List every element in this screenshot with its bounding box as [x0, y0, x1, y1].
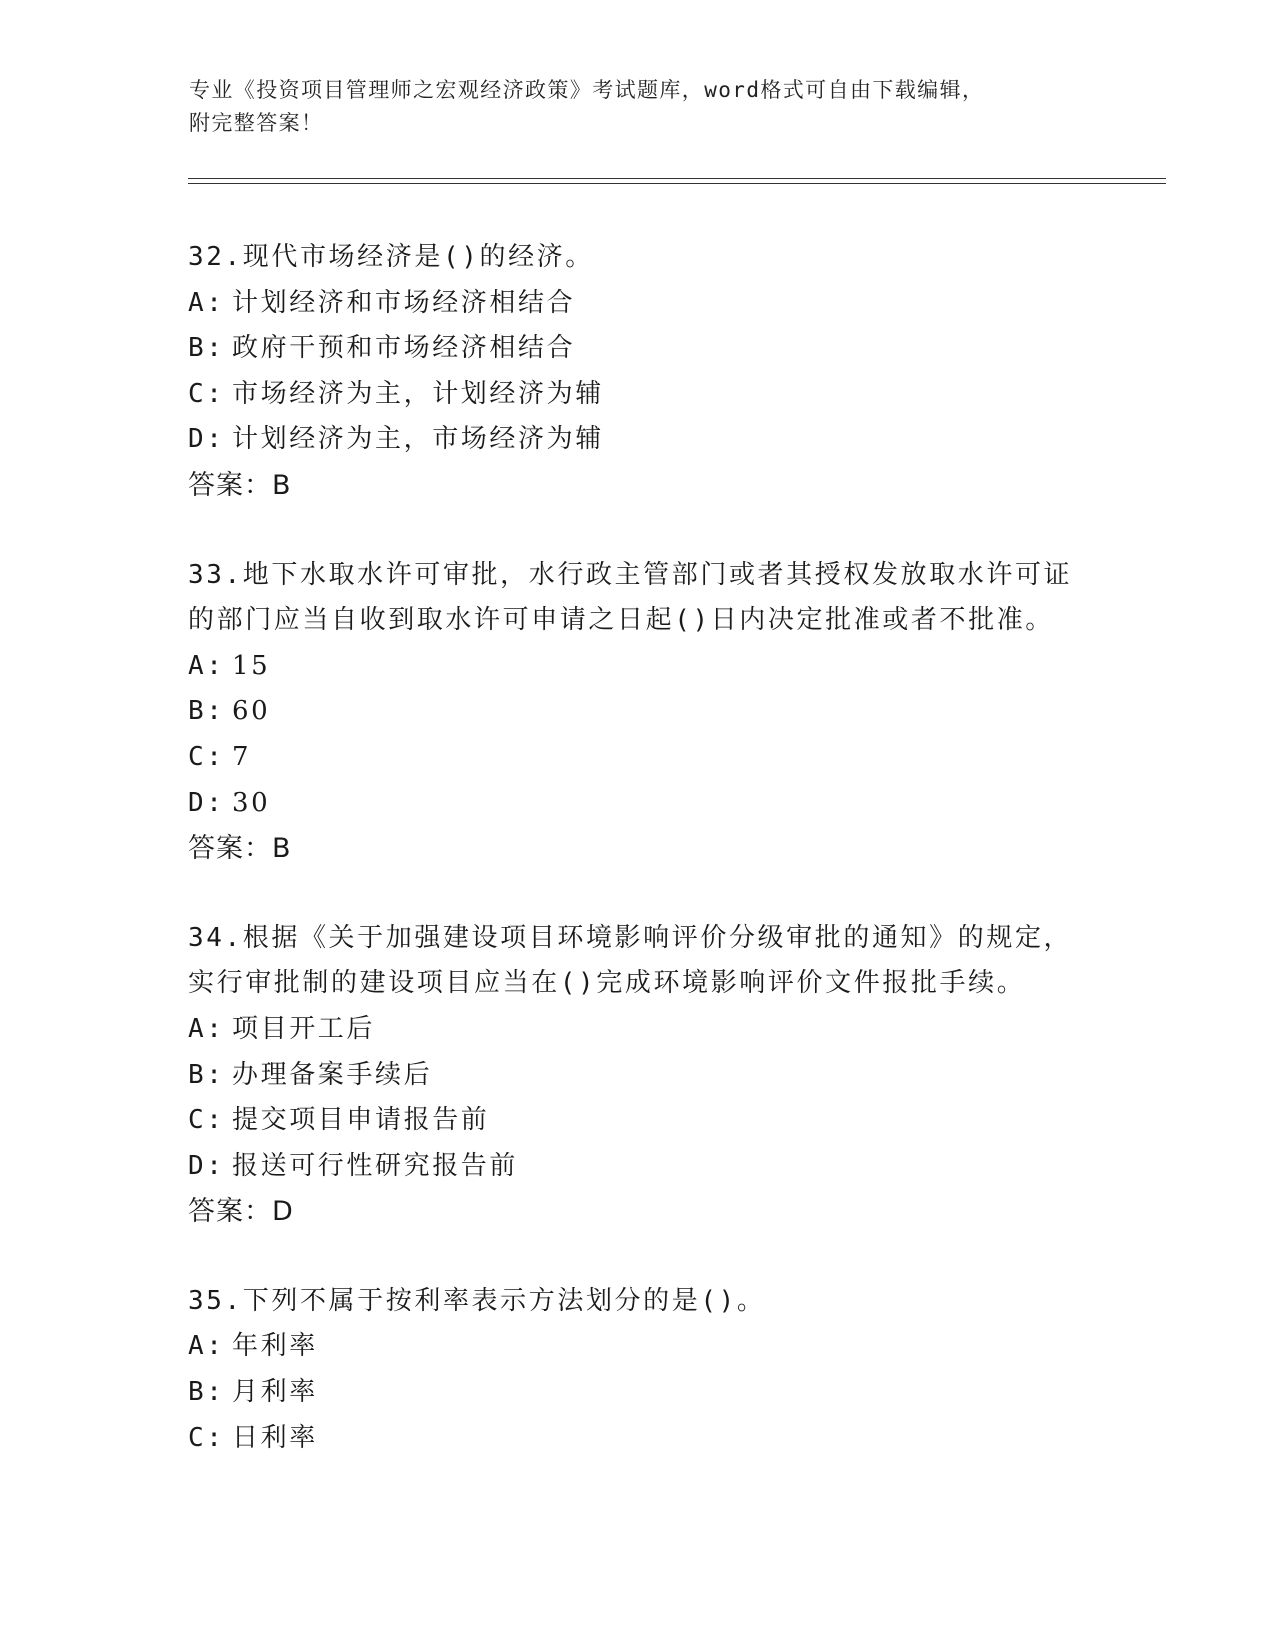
- option-b: [188, 326, 1148, 372]
- option-letter: A:: [188, 1013, 225, 1044]
- question-item: [188, 235, 1148, 509]
- option-letter: A:: [188, 287, 225, 318]
- option-b: [188, 1053, 1148, 1099]
- option-text: 15: [232, 650, 271, 681]
- option-letter: C:: [188, 1105, 225, 1136]
- option-letter: A:: [188, 1331, 225, 1362]
- option-d: [188, 417, 1148, 463]
- option-text: 提交项目申请报告前: [232, 1105, 490, 1136]
- header-divider-bottom: [188, 183, 1166, 184]
- answer-label: 答案：B: [188, 833, 292, 865]
- header-line-2: 附完整答案！: [189, 111, 324, 135]
- option-a: [188, 1324, 1148, 1370]
- document-header: [189, 74, 1089, 140]
- option-text: 60: [232, 696, 271, 727]
- option-text: 30: [232, 787, 271, 818]
- header-divider-top: [188, 178, 1166, 179]
- option-d: [188, 781, 1148, 827]
- answer-label: 答案：B: [188, 469, 292, 501]
- option-text: 报送可行性研究报告前: [232, 1150, 519, 1181]
- option-text: 政府干预和市场经济相结合: [232, 333, 576, 364]
- option-letter: B:: [188, 333, 225, 364]
- option-text: 日利率: [232, 1422, 318, 1453]
- question-stem: 32.现代市场经济是()的经济。: [188, 242, 594, 272]
- question-stem: 35.下列不属于按利率表示方法划分的是()。: [188, 1285, 766, 1316]
- option-letter: D:: [188, 424, 225, 455]
- option-letter: C:: [188, 1422, 225, 1453]
- option-letter: C:: [188, 741, 225, 772]
- question-item: [188, 553, 1148, 872]
- option-text: 7: [232, 741, 252, 772]
- option-c: [188, 372, 1148, 418]
- question-list: [188, 235, 1148, 1505]
- option-letter: B:: [188, 696, 225, 727]
- option-letter: B:: [188, 1059, 225, 1090]
- option-text: 年利率: [232, 1331, 318, 1362]
- question-stem: 33.地下水取水许可审批，水行政主管部门或者其授权发放取水许可证: [188, 559, 1073, 590]
- option-letter: A:: [188, 650, 225, 681]
- option-b: [188, 1370, 1148, 1416]
- option-c: [188, 1098, 1148, 1144]
- header-line-1: 专业《投资项目管理师之宏观经济政策》考试题库，word格式可自由下载编辑，: [189, 78, 985, 102]
- option-letter: D:: [188, 787, 225, 818]
- option-letter: D:: [188, 1150, 225, 1181]
- option-letter: C:: [188, 378, 225, 409]
- question-stem-continued: 的部门应当自收到取水许可申请之日起()日内决定批准或者不批准。: [188, 605, 1054, 636]
- option-b: [188, 689, 1148, 735]
- option-c: [188, 735, 1148, 781]
- option-a: [188, 281, 1148, 327]
- option-a: [188, 644, 1148, 690]
- option-text: 计划经济为主，市场经济为辅: [232, 424, 604, 455]
- question-item: [188, 916, 1148, 1235]
- question-stem-continued: 实行审批制的建设项目应当在()完成环境影响评价文件报批手续。: [188, 968, 1026, 999]
- option-text: 项目开工后: [232, 1013, 376, 1044]
- option-text: 计划经济和市场经济相结合: [232, 287, 576, 318]
- option-text: 市场经济为主，计划经济为辅: [232, 378, 604, 409]
- option-letter: B:: [188, 1377, 225, 1408]
- question-item: [188, 1279, 1148, 1461]
- option-a: [188, 1007, 1148, 1053]
- question-stem: 34.根据《关于加强建设项目环境影响评价分级审批的通知》的规定，: [188, 922, 1073, 953]
- answer-label: 答案：D: [188, 1196, 294, 1228]
- option-c: [188, 1416, 1148, 1462]
- option-d: [188, 1144, 1148, 1190]
- option-text: 月利率: [232, 1377, 318, 1408]
- option-text: 办理备案手续后: [232, 1059, 433, 1090]
